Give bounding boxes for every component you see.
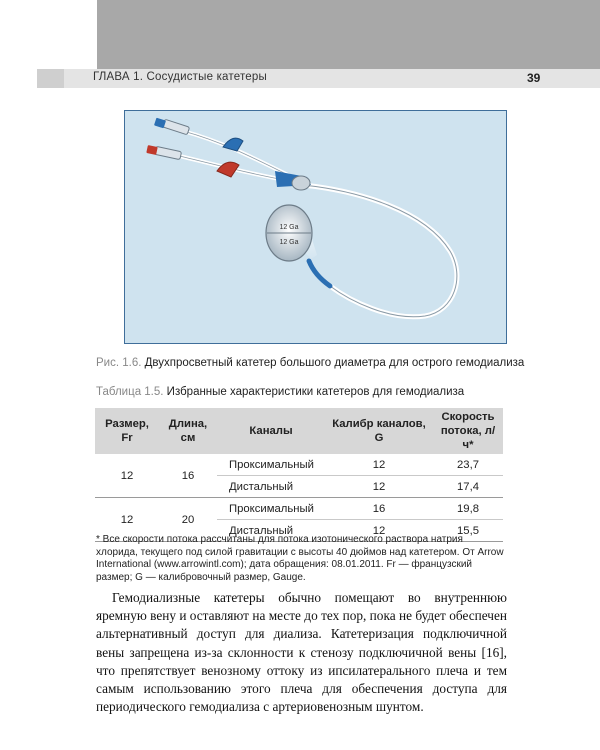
col-header-size: Размер, Fr bbox=[95, 408, 159, 454]
cell-channel: Дистальный bbox=[217, 520, 325, 542]
cell-channel: Проксимальный bbox=[217, 498, 325, 520]
cell-size: 12 bbox=[95, 454, 159, 498]
figure-caption-text: Двухпросветный катетер большого диаметра для острого гемодиализа bbox=[144, 357, 525, 369]
table-header-row bbox=[95, 408, 503, 454]
page-number: 39 bbox=[527, 71, 541, 85]
table-caption-label: Таблица 1.5. bbox=[96, 386, 164, 398]
cell-length: 20 bbox=[159, 498, 217, 542]
col-header-flow: Скорость потока, л/ч* bbox=[433, 408, 503, 454]
table-caption bbox=[96, 386, 464, 398]
cell-gauge: 12 bbox=[325, 454, 433, 476]
cell-gauge: 12 bbox=[325, 476, 433, 498]
table-footnote: * Все скорости потока рассчитаны для потока изотонического раствора натрия хлорида, текущего под силой гравитации с высоты 40 дюймов над катетером. От Arrow International (www.arrowintl.com); дата обращения: 08.01.2011. Fr — французский размер; G — калибровочный размер, Gauge. bbox=[96, 534, 504, 583]
cell-gauge: 12 bbox=[325, 520, 433, 542]
cell-gauge: 16 bbox=[325, 498, 433, 520]
cell-flow: 19,8 bbox=[433, 498, 503, 520]
catheter-table bbox=[95, 408, 503, 542]
catheter-illustration bbox=[125, 111, 505, 342]
cell-length: 16 bbox=[159, 454, 217, 498]
inset-label-2: 12 Ga bbox=[279, 239, 299, 246]
col-header-length: Длина, см bbox=[159, 408, 217, 454]
luer-connector-lower bbox=[154, 146, 181, 159]
figure-caption bbox=[96, 357, 524, 369]
inset-label-1: 12 Ga bbox=[279, 224, 299, 231]
catheter-body bbox=[303, 185, 457, 317]
col-header-channels: Каналы bbox=[217, 408, 325, 454]
luer-connector-upper bbox=[162, 119, 189, 135]
figure-caption-label: Рис. 1.6. bbox=[96, 357, 142, 369]
table-row bbox=[95, 498, 503, 520]
cell-flow: 15,5 bbox=[433, 520, 503, 542]
catheter-figure bbox=[124, 110, 507, 344]
header-strip-accent bbox=[37, 69, 64, 88]
cell-size: 12 bbox=[95, 498, 159, 542]
clamp-blue bbox=[223, 138, 243, 151]
col-header-gauge: Калибр каналов, G bbox=[325, 408, 433, 454]
header-band bbox=[97, 0, 600, 69]
chapter-title: ГЛАВА 1. Сосудистые катетеры bbox=[93, 71, 267, 83]
body-paragraph: Гемодиализные катетеры обычно помещают во внутреннюю яремную вену и оставляют на месте до тех пор, пока не будет обеспечен альтернативный доступ для диализа. Катетеризация подключичной вены запрещена из-за склонности к стенозу подключичной вены [16], что препятствует венозному оттоку из ипсилатерального плеча и тем самым использованию этого плеча для обеспечения доступа для периодического гемодиализа с артериовенозным шунтом. bbox=[96, 590, 507, 715]
cell-channel: Проксимальный bbox=[217, 454, 325, 476]
table-row bbox=[95, 454, 503, 476]
table-caption-text: Избранные характеристики катетеров для гемодиализа bbox=[166, 386, 465, 398]
suture-wing bbox=[292, 176, 310, 190]
cell-flow: 23,7 bbox=[433, 454, 503, 476]
catheter-tip bbox=[309, 261, 330, 286]
cell-flow: 17,4 bbox=[433, 476, 503, 498]
cell-channel: Дистальный bbox=[217, 476, 325, 498]
